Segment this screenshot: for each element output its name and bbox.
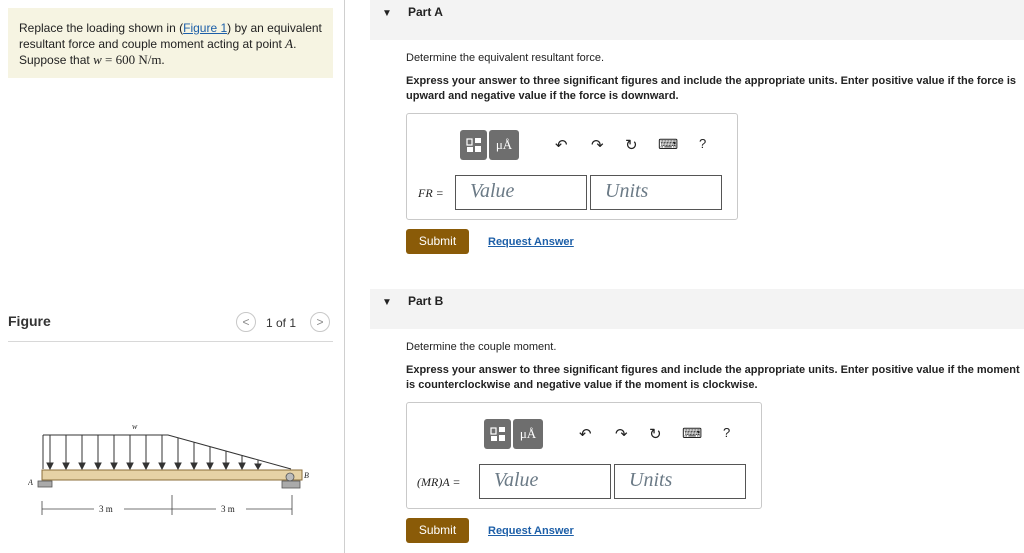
part-a-request-answer-link[interactable]: Request Answer: [488, 236, 574, 248]
problem-period: .: [293, 37, 297, 51]
load-label: w: [132, 422, 138, 431]
caret-down-icon[interactable]: ▼: [382, 8, 392, 19]
figure-title: Figure: [8, 313, 51, 329]
reset-icon[interactable]: ↻: [625, 137, 638, 154]
problem-text-3: Suppose that: [19, 53, 94, 67]
figure-header: [8, 310, 333, 342]
part-a-title: Part A: [408, 5, 443, 19]
problem-text-1: Replace the loading shown in (: [19, 21, 184, 35]
part-b-value-input[interactable]: Value: [479, 464, 611, 499]
part-b-title: Part B: [408, 294, 444, 308]
part-a-instructions: Express your answer to three significant figures and include the appropriate units. Enter positive value if the force is upward and negative value if the force is downward.: [406, 75, 1017, 102]
part-b-units-input[interactable]: Units: [614, 464, 746, 499]
part-a-submit-button[interactable]: Submit: [406, 229, 469, 254]
undo-icon[interactable]: ↶: [579, 426, 592, 443]
left-panel: [0, 0, 345, 553]
redo-icon[interactable]: ↷: [591, 137, 604, 154]
part-b-question: Determine the couple moment.: [406, 341, 557, 353]
keyboard-icon[interactable]: ⌨: [658, 136, 679, 152]
support-a-wall: [38, 481, 52, 487]
part-b-answer-box: [406, 402, 762, 509]
keyboard-icon[interactable]: ⌨: [682, 425, 703, 441]
help-button[interactable]: ?: [723, 425, 731, 440]
figure-page-count: 1 of 1: [266, 316, 297, 330]
point-a-label: A: [28, 478, 33, 487]
w-value: = 600 N/m.: [101, 52, 165, 67]
reset-icon[interactable]: ↻: [649, 426, 662, 443]
part-b-tool-group: [484, 419, 545, 451]
part-a-tool-group: [460, 130, 521, 162]
part-a-variable-label: FR =: [418, 186, 444, 200]
part-b-header[interactable]: [370, 289, 1024, 329]
template-icon[interactable]: [460, 130, 487, 160]
part-a-header[interactable]: [370, 0, 1024, 40]
redo-icon[interactable]: ↷: [615, 426, 628, 443]
support-b-pin: [286, 473, 294, 481]
part-a-answer-box: [406, 113, 738, 220]
figure-link[interactable]: Figure 1: [183, 21, 228, 35]
help-button[interactable]: ?: [699, 136, 707, 151]
undo-icon[interactable]: ↶: [555, 137, 568, 154]
chevron-right-icon[interactable]: >: [310, 312, 330, 332]
point-a-symbol: A: [285, 36, 294, 51]
dim-2-label: 3 m: [221, 504, 235, 514]
point-b-label: B: [304, 471, 309, 480]
part-a-units-input[interactable]: Units: [590, 175, 722, 210]
part-b-variable-label: (MR)A =: [417, 475, 461, 489]
w-symbol: w: [93, 52, 102, 67]
part-a-question: Determine the equivalent resultant force.: [406, 52, 605, 64]
units-button[interactable]: μÅ: [513, 419, 543, 449]
part-a-value-input[interactable]: Value: [455, 175, 587, 210]
units-button[interactable]: μÅ: [489, 130, 519, 160]
beam: [42, 470, 302, 480]
problem-statement: [8, 8, 333, 78]
beam-diagram: [28, 415, 328, 525]
part-b-submit-button[interactable]: Submit: [406, 518, 469, 543]
chevron-left-icon[interactable]: <: [236, 312, 256, 332]
dim-1-label: 3 m: [99, 504, 113, 514]
support-b-base: [282, 481, 300, 488]
caret-down-icon[interactable]: ▼: [382, 297, 392, 308]
problem-text-2: ) by an equivalent resultant force and couple moment acting at point: [19, 21, 322, 51]
part-b-request-answer-link[interactable]: Request Answer: [488, 525, 574, 537]
part-b-instructions: Express your answer to three significant figures and include the appropriate units. Enter positive value if the moment is counterclockwise and negative value if the moment is clockwise.: [406, 364, 1020, 391]
template-icon[interactable]: [484, 419, 511, 449]
